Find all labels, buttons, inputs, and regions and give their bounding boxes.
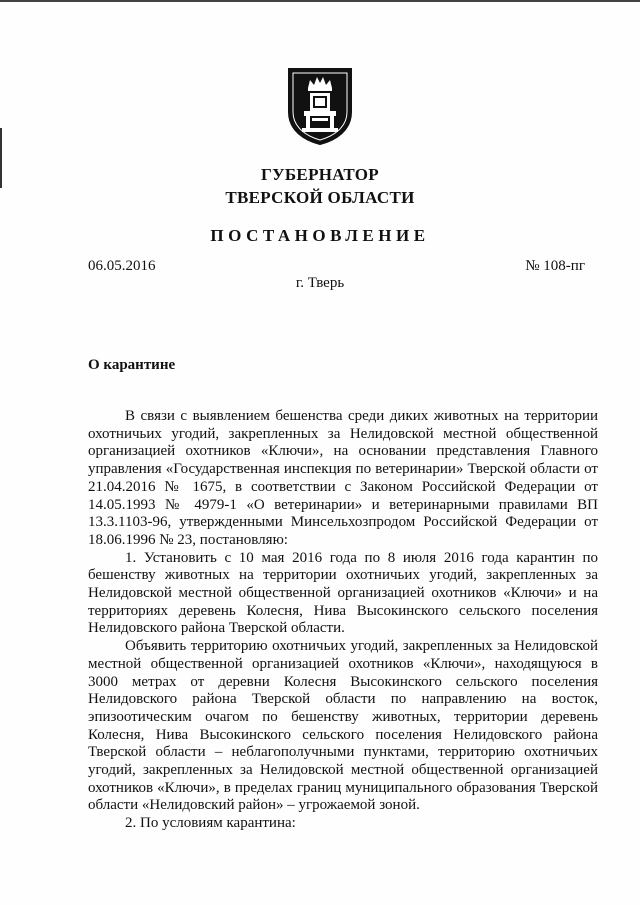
document-number: № 108-пг <box>525 258 585 274</box>
document-city: г. Тверь <box>295 275 345 291</box>
document-subject: О карантине <box>88 357 176 373</box>
scan-edge-line <box>0 0 640 2</box>
paragraph-item-2: 2. По условиям карантина: <box>125 815 296 832</box>
document-type-heading: ПОСТАНОВЛЕНИЕ <box>210 226 430 245</box>
document-body <box>88 408 598 833</box>
paragraph-preamble: В связи с выявлением бешенства среди диких животных на территории охотничьих угодий, закрепленных за Нелидовской местной общественной организацией охотников «Ключи», на основании представления Главного управления «Государственная инспекция по ветеринарии» Тверской области от 21.04.2016 № 1675, в соответствии с Законом Российской Федерации от 14.05.1993 № 4979-1 «О ветеринарии» и ветеринарными правилами ВП 13.3.1103-96, утвержденными Минсельхозпродом Российской Федерации от 18.06.1996 № 23, постановляю: <box>88 408 598 548</box>
paragraph-item-1: 1. Установить с 10 мая 2016 года по 8 июля 2016 года карантин по бешенству животных на территории охотничьих угодий, закрепленных за Нелидовской местной общественной организацией охотников «Ключи» и на территориях деревень Колесня, Нива Высокинского сельского поселения Нелидовского района Тверской области. <box>88 549 598 637</box>
authority-title-line1: ГУБЕРНАТОР <box>261 165 379 184</box>
authority-title-line2: ТВЕРСКОЙ ОБЛАСТИ <box>225 188 415 207</box>
tver-coat-of-arms-icon <box>286 66 354 146</box>
document-date: 06.05.2016 <box>88 258 156 274</box>
paragraph-declare-zones: Объявить территорию охотничьих угодий, закрепленных за Нелидовской местной общественной организацией охотников «Ключи», находящуюся в 3000 метрах от деревни Колесня Высокинского сельского поселения Нелидовского района Тверской области по направлению на восток, эпизоотическим очагом по бешенству животных, территории деревень Колесня, Нива Высокинского сельского поселения Нелидовского района Тверской области – неблагополучными пунктами, территорию охотничьих угодий, закрепленных за Нелидовской местной общественной организацией охотников «Ключи», в пределах границ муниципального образования Тверской области «Нелидовский район» – угрожаемой зоной. <box>88 638 598 814</box>
